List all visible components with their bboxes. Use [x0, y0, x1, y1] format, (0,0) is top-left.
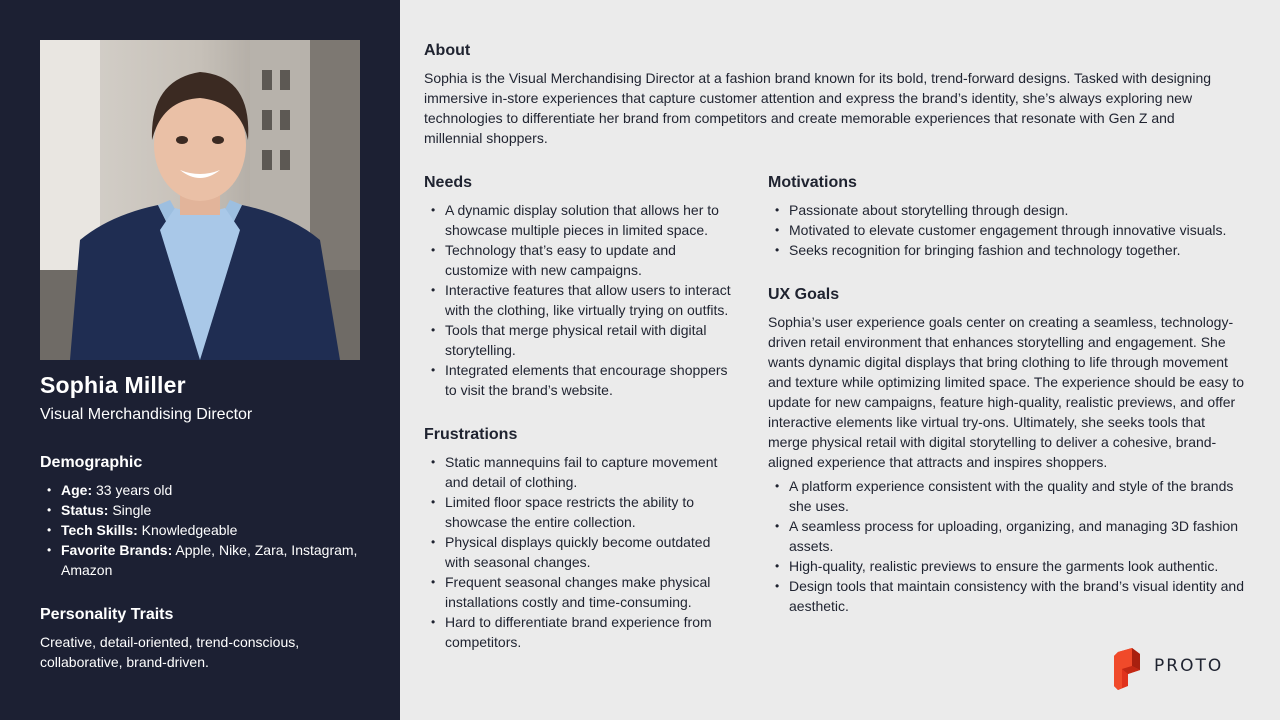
- portrait-image: [40, 40, 360, 360]
- demographic-item-status: • Status: Single: [40, 500, 360, 520]
- motivations-list: [768, 200, 1248, 260]
- needs-item: • Technology that’s easy to update and customize with new campaigns.: [424, 240, 738, 280]
- demographic-item-age: • Age: 33 years old: [40, 480, 360, 500]
- frustrations-item: • Static mannequins fail to capture movement and detail of clothing.: [424, 452, 738, 492]
- ux-goals-item: • High-quality, realistic previews to ensure the garments look authentic.: [768, 556, 1248, 576]
- about-text: Sophia is the Visual Merchandising Director at a fashion brand known for its bold, trend-forward designs. Tasked with designing immersive in-store experiences that capture customer attention and express the brand’s identity, she’s always exploring new technologies to differentiate her brand from competitors and create memorable experiences that resonate with Gen Z and millennial shoppers.: [424, 70, 1212, 146]
- proto-logo-icon: [1112, 648, 1142, 690]
- persona-details: [400, 0, 1280, 720]
- about-heading: About: [424, 42, 471, 59]
- proto-logo: [1112, 648, 1244, 692]
- ux-goals-text: Sophia’s user experience goals center on creating a seamless, technology-driven retail environment that enhances storytelling and engagement. She wants dynamic digital displays that bring clothing to life through movement and texture while optimizing limited space. The experience should be easy to update for new campaigns, feature high-quality, realistic previews, and offer interactive elements like virtual try-ons. Ultimately, she seeks tools that merge physical retail with digital storytelling to deliver a cohesive, brand-aligned experience that attracts and inspires shoppers.: [768, 314, 1245, 470]
- ux-goals-item: • A platform experience consistent with the quality and style of the brands she uses.: [768, 476, 1248, 516]
- personality-heading: Personality Traits: [40, 606, 174, 623]
- motivations-heading: Motivations: [768, 174, 857, 191]
- motivations-item: • Seeks recognition for bringing fashion and technology together.: [768, 240, 1248, 260]
- motivations-item: • Passionate about storytelling through design.: [768, 200, 1248, 220]
- persona-role: Visual Merchandising Director: [40, 406, 253, 423]
- ux-goals-list: [768, 476, 1248, 616]
- frustrations-item: • Physical displays quickly become outdated with seasonal changes.: [424, 532, 738, 572]
- frustrations-list: [424, 452, 738, 652]
- persona-photo: [40, 40, 360, 360]
- needs-item: • Tools that merge physical retail with digital storytelling.: [424, 320, 738, 360]
- frustrations-item: • Limited floor space restricts the ability to showcase the entire collection.: [424, 492, 738, 532]
- needs-item: • A dynamic display solution that allows her to showcase multiple pieces in limited space.: [424, 200, 738, 240]
- proto-logo-text: PROTO: [1154, 656, 1224, 676]
- frustrations-item: • Hard to differentiate brand experience from competitors.: [424, 612, 738, 652]
- needs-list: [424, 200, 738, 400]
- needs-heading: Needs: [424, 174, 473, 191]
- needs-item: • Interactive features that allow users to interact with the clothing, like virtually trying on outfits.: [424, 280, 738, 320]
- frustrations-item: • Frequent seasonal changes make physical installations costly and time-consuming.: [424, 572, 738, 612]
- frustrations-heading: Frustrations: [424, 426, 518, 443]
- demographic-item-tech-skills: • Tech Skills: Knowledgeable: [40, 520, 360, 540]
- demographic-list: [40, 480, 360, 580]
- needs-item: • Integrated elements that encourage shoppers to visit the brand’s website.: [424, 360, 738, 400]
- persona-sidebar: [0, 0, 400, 720]
- demographic-heading: Demographic: [40, 454, 143, 471]
- motivations-item: • Motivated to elevate customer engagement through innovative visuals.: [768, 220, 1248, 240]
- persona-name: Sophia Miller: [40, 372, 186, 398]
- ux-goals-heading: UX Goals: [768, 286, 840, 303]
- personality-text: Creative, detail-oriented, trend-conscious, collaborative, brand-driven.: [40, 634, 300, 670]
- demographic-item-favorite-brands: • Favorite Brands: Apple, Nike, Zara, Instagram, Amazon: [40, 540, 360, 580]
- ux-goals-item: • A seamless process for uploading, organizing, and managing 3D fashion assets.: [768, 516, 1248, 556]
- ux-goals-item: • Design tools that maintain consistency with the brand’s visual identity and aesthetic.: [768, 576, 1248, 616]
